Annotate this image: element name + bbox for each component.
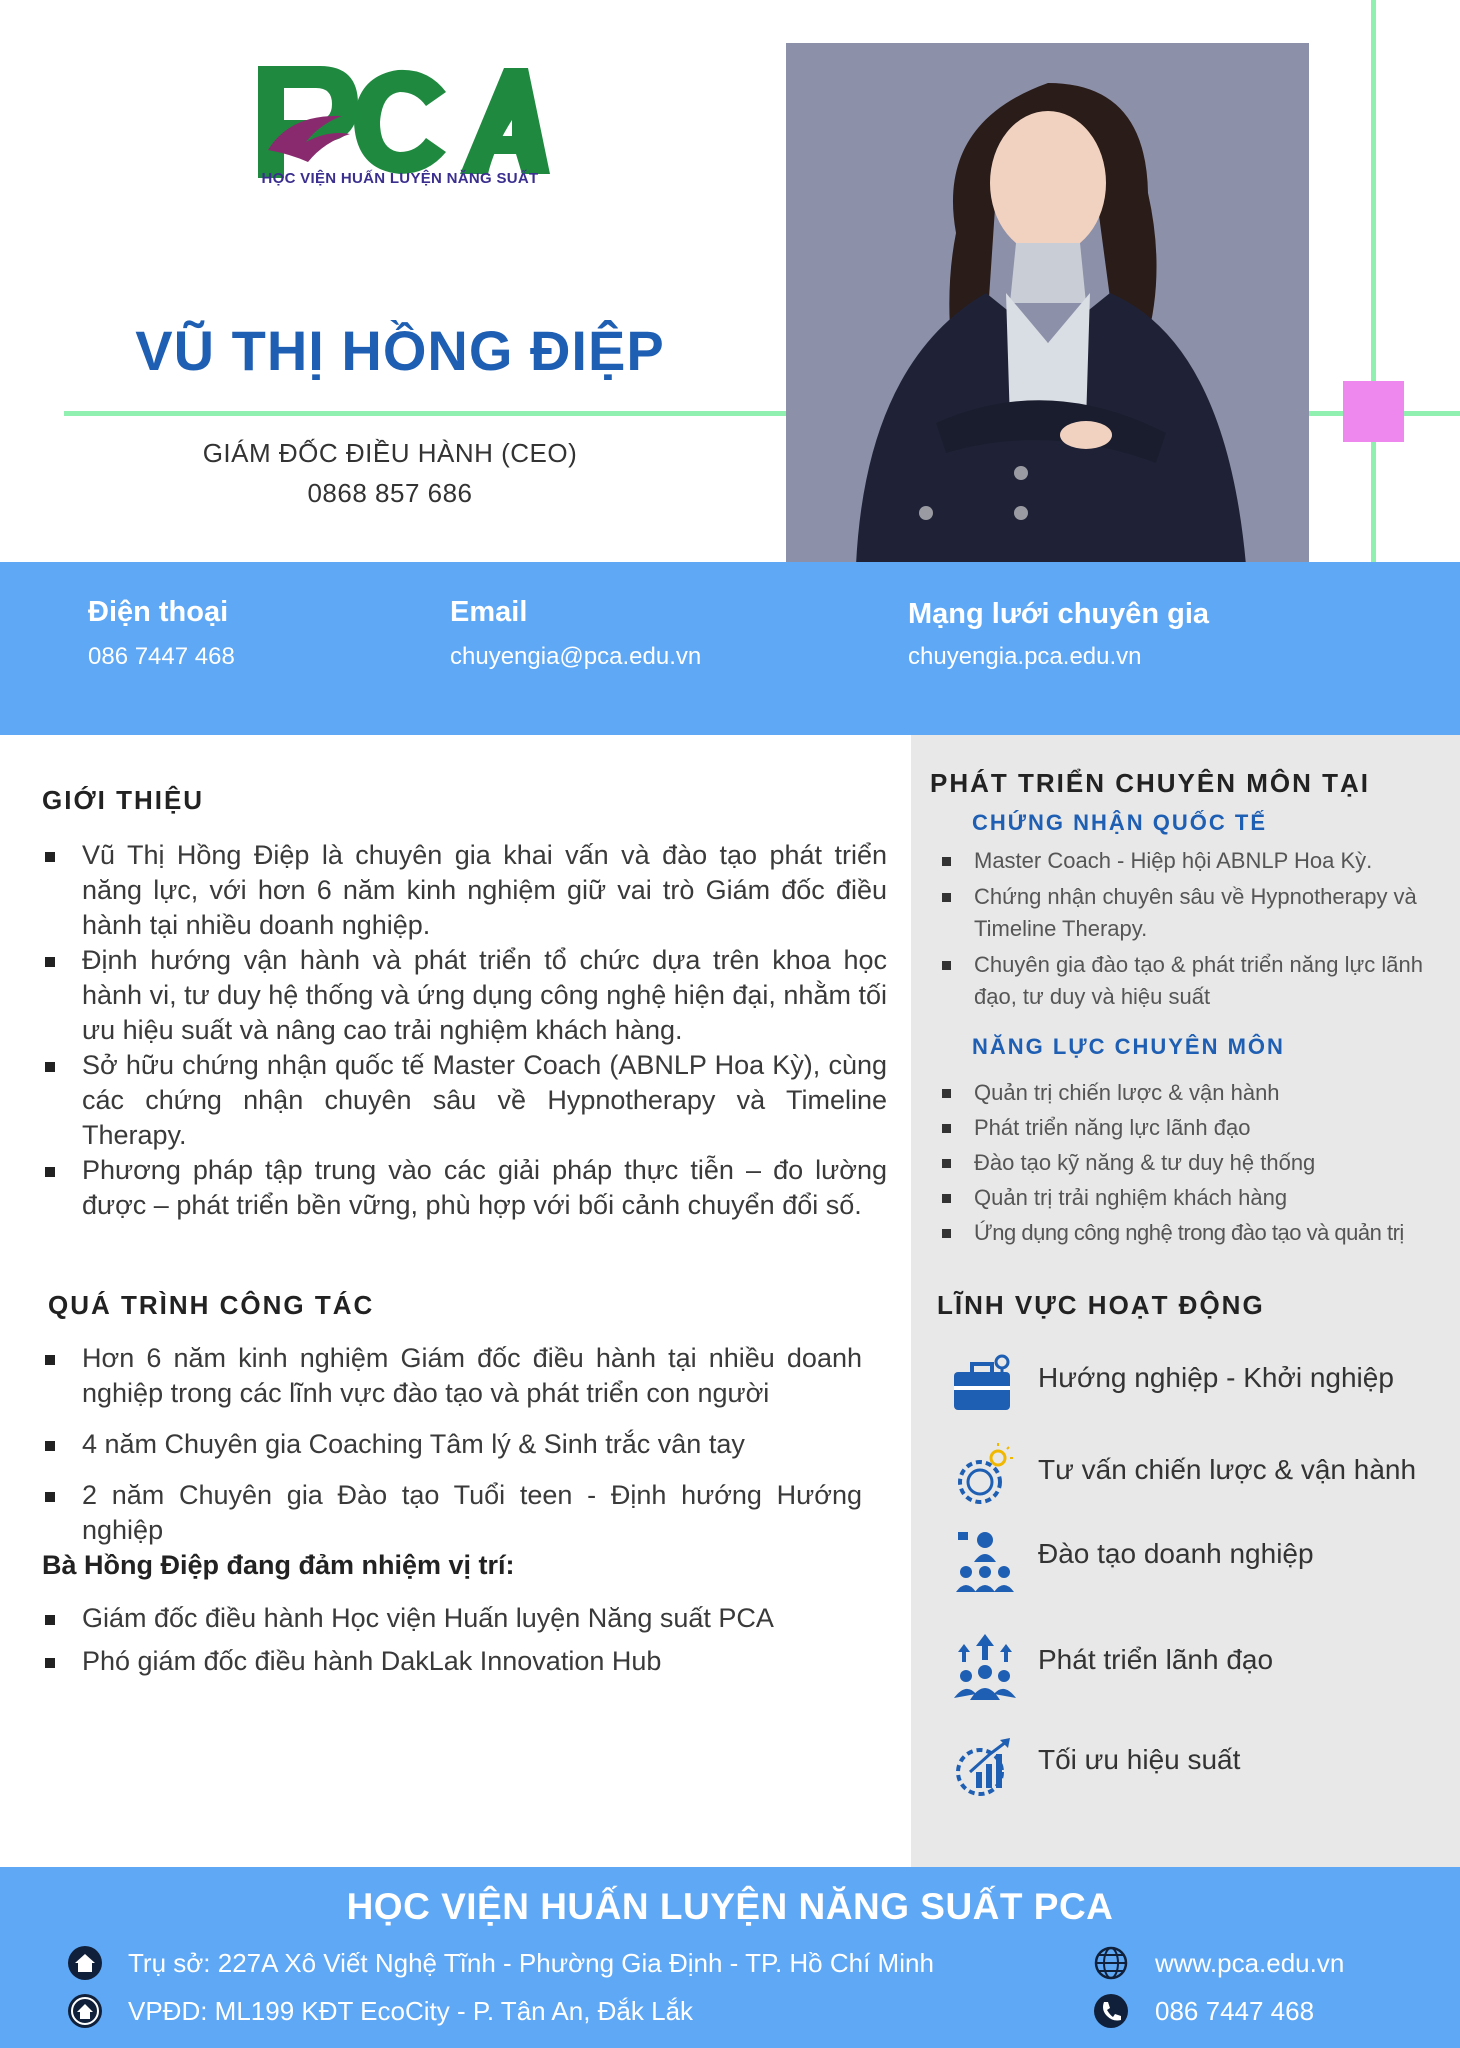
cert-item: Chuyên gia đào tạo & phát triển năng lực lãnh đạo, tư duy và hiệu suất <box>938 949 1438 1013</box>
skill-item: Đào tạo kỹ năng & tư duy hệ thống <box>938 1147 1458 1179</box>
footer-office: VPĐD: ML199 KĐT EcoCity - P. Tân An, Đắk Lắk <box>128 1996 694 2026</box>
office-icon <box>67 1993 103 2029</box>
footer-website[interactable]: www.pca.edu.vn <box>1155 1948 1345 1978</box>
skills-list <box>938 1077 1458 1249</box>
career-item: 2 năm Chuyên gia Đào tạo Tuổi teen - Định hướng Hướng nghiệp <box>42 1478 862 1548</box>
footer-title: HỌC VIỆN HUẤN LUYỆN NĂNG SUẤT PCA <box>346 1886 1114 1927</box>
position-list <box>42 1601 862 1679</box>
briefcase-icon <box>950 1350 1020 1420</box>
position-item: Phó giám đốc điều hành DakLak Innovation Hub <box>42 1644 862 1679</box>
intro-item: Định hướng vận hành và phát triển tổ chức dựa trên khoa học hành vi, tư duy hệ thống và ứng dụng công nghệ hiện đại, nhằm tối ưu hiệu suất và nâng cao trải nghiệm khách hàng. <box>42 943 887 1048</box>
skill-item: Quản trị chiến lược & vận hành <box>938 1077 1458 1109</box>
position-item: Giám đốc điều hành Học viện Huấn luyện Năng suất PCA <box>42 1601 862 1636</box>
field-label: Hướng nghiệp - Khởi nghiệp <box>1038 1362 1394 1393</box>
intro-item: Phương pháp tập trung vào các giải pháp thực tiễn – đo lường được – phát triển bền vững, phù hợp với bối cảnh chuyển đổi số. <box>42 1153 887 1223</box>
skill-item: Ứng dụng công nghệ trong đào tạo và quản trị <box>938 1217 1458 1249</box>
footer-headquarters: Trụ sở: 227A Xô Viết Nghệ Tĩnh - Phường Gia Định - TP. Hồ Chí Minh <box>128 1948 934 1978</box>
profile-role: GIÁM ĐỐC ĐIỀU HÀNH (CEO) <box>202 438 578 468</box>
field-label: Đào tạo doanh nghiệp <box>1038 1538 1314 1569</box>
development-heading: PHÁT TRIỂN CHUYÊN MÔN TẠI <box>930 768 1370 798</box>
field-label: Tư vấn chiến lược & vận hành <box>1038 1454 1417 1485</box>
career-item: 4 năm Chuyên gia Coaching Tâm lý & Sinh trắc vân tay <box>42 1427 862 1462</box>
career-list <box>42 1341 862 1548</box>
field-label: Phát triển lãnh đạo <box>1038 1644 1274 1675</box>
network-label: Mạng lưới chuyên gia <box>908 598 1210 630</box>
network-value[interactable]: chuyengia.pca.edu.vn <box>908 643 1142 670</box>
field-item <box>950 1350 1450 1410</box>
career-heading: QUÁ TRÌNH CÔNG TÁC <box>48 1290 375 1320</box>
intro-heading: GIỚI THIỆU <box>42 785 205 815</box>
phone-icon <box>1093 1993 1129 2029</box>
position-heading: Bà Hồng Điệp đang đảm nhiệm vị trí: <box>42 1550 515 1580</box>
intro-list <box>42 838 887 1223</box>
footer-phone[interactable]: 086 7447 468 <box>1155 1996 1315 2026</box>
field-item <box>950 1732 1450 1792</box>
globe-icon <box>1093 1945 1129 1981</box>
intro-item: Sở hữu chứng nhận quốc tế Master Coach (ABNLP Hoa Kỳ), cùng các chứng nhận chuyên sâu về Hypnotherapy và Timeline Therapy. <box>42 1048 887 1153</box>
cert-item: Master Coach - Hiệp hội ABNLP Hoa Kỳ. <box>938 845 1438 877</box>
profile-phone: 0868 857 686 <box>307 478 473 508</box>
career-item: Hơn 6 năm kinh nghiệm Giám đốc điều hành tại nhiều doanh nghiệp trong các lĩnh vực đào tạo và phát triển con người <box>42 1341 862 1411</box>
field-item <box>950 1632 1450 1692</box>
skill-item: Quản trị trải nghiệm khách hàng <box>938 1182 1458 1214</box>
field-item <box>950 1526 1450 1586</box>
home-icon <box>67 1945 103 1981</box>
profile-name: VŨ THỊ HỒNG ĐIỆP <box>135 319 665 382</box>
portrait-photo <box>786 43 1309 565</box>
cert-item: Chứng nhận chuyên sâu về Hypnotherapy và Timeline Therapy. <box>938 881 1438 945</box>
cert-list <box>938 845 1438 1013</box>
phone-value[interactable]: 086 7447 468 <box>88 643 235 670</box>
skills-heading: NĂNG LỰC CHUYÊN MÔN <box>972 1034 1285 1059</box>
email-value[interactable]: chuyengia@pca.edu.vn <box>450 643 702 670</box>
intro-item: Vũ Thị Hồng Điệp là chuyên gia khai vấn và đào tạo phát triển năng lực, với hơn 6 năm kinh nghiệm giữ vai trò Giám đốc điều hành tại nhiều doanh nghiệp. <box>42 838 887 943</box>
leadership-icon <box>950 1632 1020 1702</box>
fields-heading: LĨNH VỰC HOẠT ĐỘNG <box>937 1290 1265 1320</box>
team-training-icon <box>950 1526 1020 1596</box>
phone-label: Điện thoại <box>88 596 229 628</box>
cert-heading: CHỨNG NHẬN QUỐC TẾ <box>972 810 1268 835</box>
decorative-pink-square <box>1343 381 1404 442</box>
skill-item: Phát triển năng lực lãnh đạo <box>938 1112 1458 1144</box>
performance-gear-icon <box>950 1732 1020 1802</box>
email-label: Email <box>450 596 528 628</box>
field-label: Tối ưu hiệu suất <box>1038 1744 1241 1775</box>
field-item <box>950 1442 1450 1502</box>
decorative-horizontal-line <box>64 411 788 416</box>
gear-bulb-icon <box>950 1442 1020 1512</box>
logo-tagline: HỌC VIỆN HUẤN LUYỆN NĂNG SUẤT <box>261 170 539 187</box>
decorative-vertical-line <box>1371 0 1376 562</box>
